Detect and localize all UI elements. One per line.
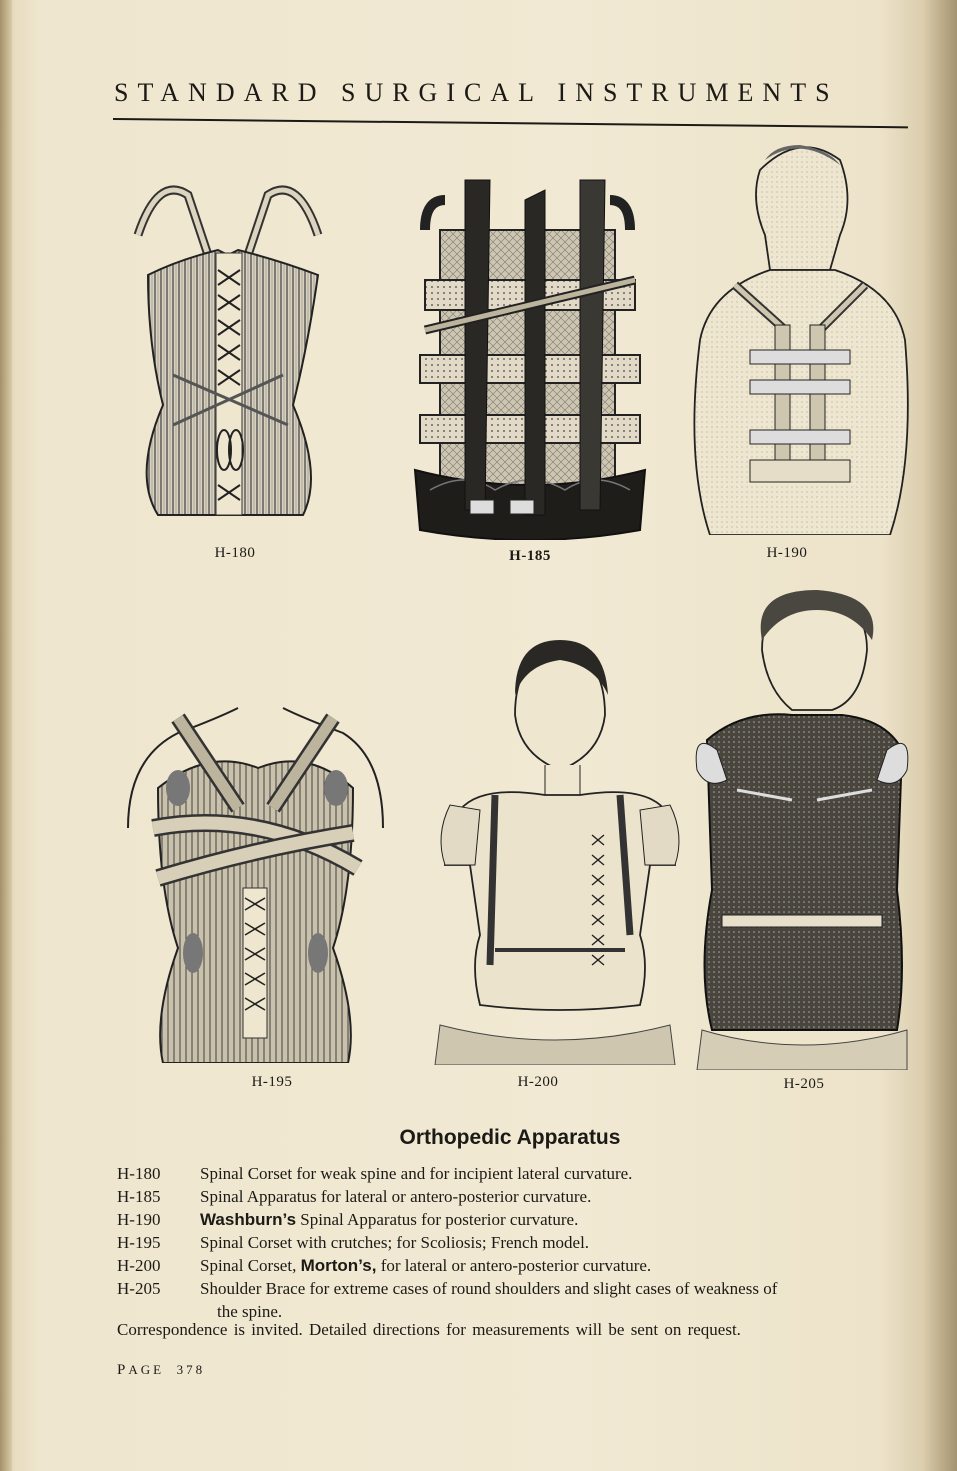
binding-shadow bbox=[0, 0, 12, 1471]
item-code: H-195 bbox=[117, 1233, 161, 1252]
list-item bbox=[117, 1208, 917, 1231]
figure-h190-caption: H-190 bbox=[766, 545, 808, 561]
list-item bbox=[117, 1231, 917, 1254]
figure-h200-illustration bbox=[420, 635, 690, 1065]
figure-h205-illustration bbox=[682, 590, 917, 1070]
item-list bbox=[117, 1162, 917, 1323]
footnote: Correspondence is invited. Detailed directions for measurements will be sent on request. bbox=[117, 1320, 741, 1339]
item-description: Spinal Corset, Morton’s, for lateral or antero-posterior curvature. bbox=[200, 1256, 652, 1275]
item-description: Washburn’s Spinal Apparatus for posterior curvature. bbox=[200, 1210, 579, 1229]
item-code: H-190 bbox=[117, 1210, 161, 1229]
item-description: Spinal Corset for weak spine and for incipient lateral curvature. bbox=[200, 1164, 633, 1183]
figure-h195-illustration bbox=[118, 688, 393, 1063]
figure-h180-illustration bbox=[118, 175, 338, 525]
item-description: Shoulder Brace for extreme cases of round shoulders and slight cases of weakness of the spine. bbox=[200, 1279, 778, 1321]
page-number: PAGE 378 bbox=[117, 1362, 206, 1378]
figure-h180-caption: H-180 bbox=[214, 545, 256, 561]
item-description: Spinal Corset with crutches; for Scoliosis; French model. bbox=[200, 1233, 590, 1252]
figure-h195-caption: H-195 bbox=[251, 1074, 293, 1090]
section-title: Orthopedic Apparatus bbox=[399, 1126, 621, 1149]
figure-h185-caption: H-185 bbox=[509, 548, 551, 564]
item-code: H-205 bbox=[117, 1279, 161, 1298]
list-item bbox=[117, 1185, 917, 1208]
figure-h190-illustration bbox=[680, 140, 915, 535]
list-item bbox=[117, 1162, 917, 1185]
figure-h205-caption: H-205 bbox=[783, 1076, 825, 1092]
header-rule bbox=[113, 118, 908, 128]
list-item bbox=[117, 1254, 917, 1277]
page-edge-shadow bbox=[923, 0, 957, 1471]
figure-h200-caption: H-200 bbox=[517, 1074, 559, 1090]
list-item bbox=[117, 1277, 917, 1323]
item-description: Spinal Apparatus for lateral or antero-posterior curvature. bbox=[200, 1187, 592, 1206]
item-code: H-200 bbox=[117, 1256, 161, 1275]
item-code: H-185 bbox=[117, 1187, 161, 1206]
item-code: H-180 bbox=[117, 1164, 161, 1183]
figure-h185-illustration bbox=[405, 170, 655, 540]
page-header: STANDARD SURGICAL INSTRUMENTS bbox=[114, 78, 839, 107]
